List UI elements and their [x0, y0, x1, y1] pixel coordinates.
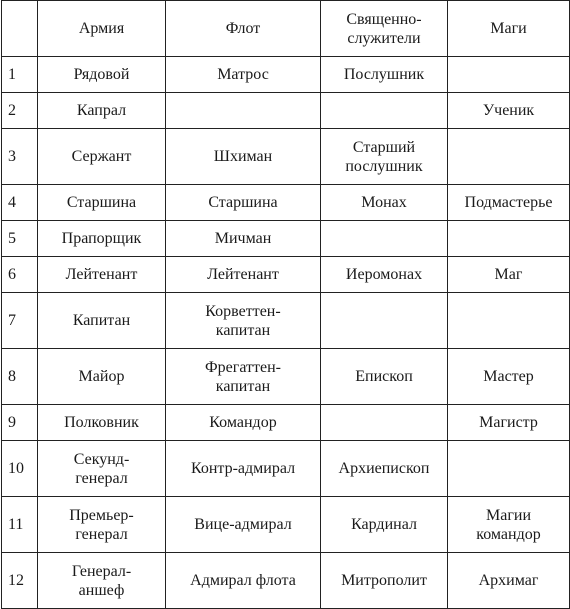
row-number: 9: [2, 405, 38, 441]
table-row: [2, 553, 570, 609]
cell-navy: [166, 93, 321, 129]
row-number: 8: [2, 349, 38, 405]
table-row: [2, 441, 570, 497]
cell-navy: Контр-адмирал: [166, 441, 321, 497]
cell-navy: Матрос: [166, 57, 321, 93]
row-number: 5: [2, 221, 38, 257]
cell-army: Полковник: [38, 405, 166, 441]
cell-navy: Старшина: [166, 185, 321, 221]
cell-navy: Адмирал флота: [166, 553, 321, 609]
table-row: [2, 293, 570, 349]
row-number: 2: [2, 93, 38, 129]
table-row: [2, 221, 570, 257]
cell-mages: Магии командор: [448, 497, 570, 553]
cell-army: Секунд- генерал: [38, 441, 166, 497]
cell-mages: Архимаг: [448, 553, 570, 609]
table-row: [2, 129, 570, 185]
cell-army: Капрал: [38, 93, 166, 129]
cell-navy: Вице-адмирал: [166, 497, 321, 553]
cell-mages: Маг: [448, 257, 570, 293]
cell-mages: Мастер: [448, 349, 570, 405]
cell-navy: Командор: [166, 405, 321, 441]
cell-navy: Фрегаттен- капитан: [166, 349, 321, 405]
cell-mages: Подмастерье: [448, 185, 570, 221]
cell-clergy: [321, 93, 448, 129]
row-number: 7: [2, 293, 38, 349]
cell-army: Премьер- генерал: [38, 497, 166, 553]
ranks-table: [1, 0, 570, 609]
table-row: [2, 57, 570, 93]
table-row: [2, 349, 570, 405]
cell-army: Генерал- аншеф: [38, 553, 166, 609]
row-number: 1: [2, 57, 38, 93]
cell-mages: Ученик: [448, 93, 570, 129]
cell-mages: [448, 57, 570, 93]
table-row: [2, 497, 570, 553]
cell-clergy: Архиепископ: [321, 441, 448, 497]
header-army: Армия: [38, 1, 166, 57]
table-header-row: [2, 1, 570, 57]
header-clergy: Священно- служители: [321, 1, 448, 57]
cell-army: Сержант: [38, 129, 166, 185]
cell-clergy: Иеромонах: [321, 257, 448, 293]
header-navy: Флот: [166, 1, 321, 57]
cell-navy: Шхиман: [166, 129, 321, 185]
cell-clergy: [321, 293, 448, 349]
cell-navy: Мичман: [166, 221, 321, 257]
cell-army: Старшина: [38, 185, 166, 221]
cell-clergy: [321, 405, 448, 441]
cell-clergy: Митрополит: [321, 553, 448, 609]
cell-mages: [448, 129, 570, 185]
cell-army: Капитан: [38, 293, 166, 349]
cell-army: Майор: [38, 349, 166, 405]
row-number: 6: [2, 257, 38, 293]
table-row: [2, 93, 570, 129]
cell-mages: [448, 221, 570, 257]
cell-mages: Магистр: [448, 405, 570, 441]
row-number: 4: [2, 185, 38, 221]
cell-mages: [448, 293, 570, 349]
cell-navy: Корветтен- капитан: [166, 293, 321, 349]
table-row: [2, 257, 570, 293]
cell-clergy: Кардинал: [321, 497, 448, 553]
row-number: 11: [2, 497, 38, 553]
header-number: [2, 1, 38, 57]
cell-clergy: [321, 221, 448, 257]
table-row: [2, 185, 570, 221]
cell-army: Прапорщик: [38, 221, 166, 257]
cell-clergy: Старший послушник: [321, 129, 448, 185]
header-mages: Маги: [448, 1, 570, 57]
row-number: 12: [2, 553, 38, 609]
table-row: [2, 405, 570, 441]
cell-clergy: Монах: [321, 185, 448, 221]
cell-clergy: Епископ: [321, 349, 448, 405]
cell-mages: [448, 441, 570, 497]
cell-army: Рядовой: [38, 57, 166, 93]
row-number: 3: [2, 129, 38, 185]
row-number: 10: [2, 441, 38, 497]
cell-clergy: Послушник: [321, 57, 448, 93]
cell-navy: Лейтенант: [166, 257, 321, 293]
cell-army: Лейтенант: [38, 257, 166, 293]
